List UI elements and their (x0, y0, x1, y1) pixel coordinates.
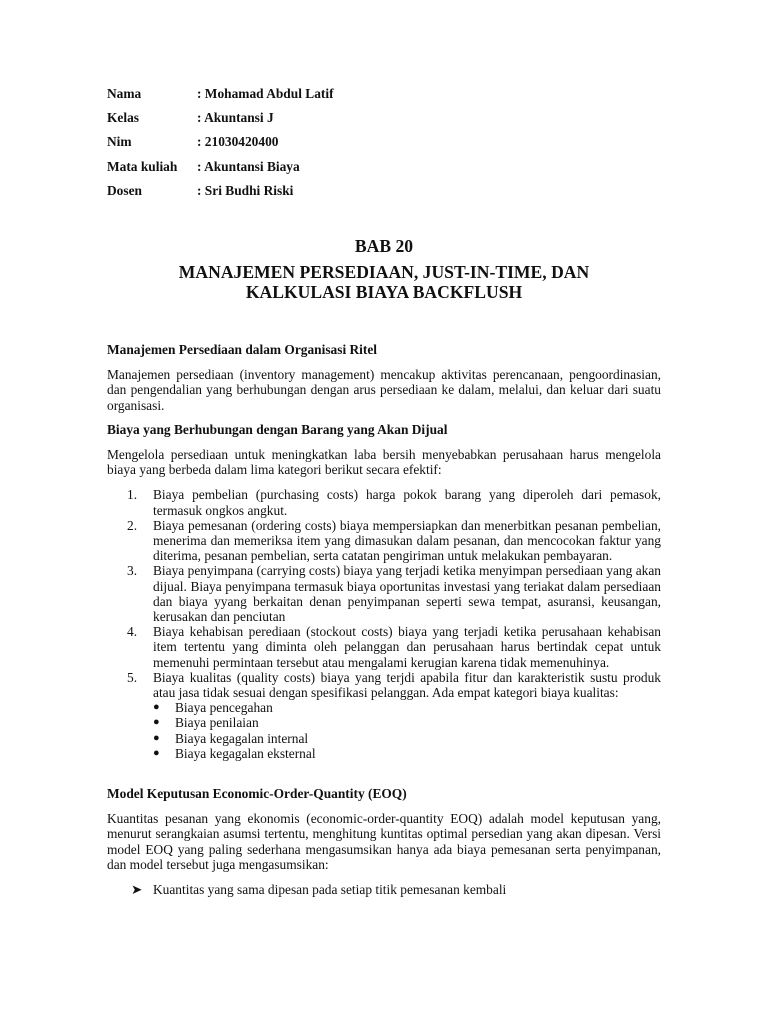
cost-category-list (107, 487, 661, 761)
list-number: 2. (127, 517, 138, 533)
spacer (107, 761, 661, 786)
list-item-text: Biaya kegagalan eksternal (175, 745, 316, 761)
list-number: 1. (127, 487, 138, 503)
list-item (153, 731, 661, 746)
quality-cost-list (153, 700, 661, 761)
list-item-text: Biaya pemesanan (ordering costs) biaya mempersiapkan dan menerbitkan pesanan pembelian, menerima dan memeriksa item yang dimasukan dalam pesanan, dan mencocokan faktur yang diterima, pesanan pembelian, serta catatan pengiriman untuk melakukan pembayaran. (153, 517, 661, 564)
info-row-nim (107, 134, 507, 158)
chapter-title-line: MANAJEMEN PERSEDIAAN, JUST-IN-TIME, DAN (178, 262, 590, 282)
spacer (107, 801, 661, 811)
spacer (107, 872, 661, 882)
student-info (107, 86, 507, 207)
list-item (107, 670, 661, 761)
list-item (107, 518, 661, 564)
list-item-text: Biaya kualitas (quality costs) biaya yang terjdi apabila fitur dan karakteristik sustu produk atau jasa tidak sesuai dengan spesifikasi pelanggan. Ada empat kategori biaya kualitas: (153, 669, 661, 701)
list-item-text: Biaya penyimpana (carrying costs) biaya yang terjadi ketika menyimpan persediaan yang akan dijual. Biaya penyimpana termasuk biaya oportunitas investasi yang teriakat dalam persediaan dan biaya yyang berkaitan denan penyimpanan seperti sewa tempat, asuransi, keusangan, kerusakan dan penciutan (153, 563, 661, 625)
info-label: Dosen (107, 182, 142, 198)
list-item (153, 700, 661, 715)
info-value: : Mohamad Abdul Latif (197, 86, 334, 101)
list-item-text: Kuantitas yang sama dipesan pada setiap titik pemesanan kembali (153, 882, 507, 898)
info-row-mata-kuliah (107, 159, 507, 183)
list-item (131, 882, 661, 897)
section-heading: Model Keputusan Economic-Order-Quantity (EOQ) (107, 786, 407, 802)
info-label: Nama (107, 86, 142, 101)
bullet-icon: ● (153, 716, 160, 729)
info-row-nama (107, 86, 507, 110)
list-number: 3. (127, 563, 138, 579)
list-number: 4. (127, 624, 138, 640)
section-heading: Manajemen Persediaan dalam Organisasi Ritel (107, 342, 378, 357)
info-value: : Akuntansi J (197, 110, 274, 126)
list-item-text: Biaya pencegahan (175, 700, 273, 716)
paragraph: Kuantitas pesanan yang ekonomis (economic-order-quantity EOQ) adalah model keputusan yang, menurut serangkaian asumsi tertentu, menghitung kuntitas optimal persedian yang akan dipesan. Versi model EOQ yang paling sederhana mengasumsikan hanya ada biaya pemesanan serta penyimpanan, dan model tersebut juga mengasumsikan: (107, 811, 661, 872)
list-item (153, 715, 661, 730)
chapter-title (0, 263, 768, 302)
info-label: Kelas (107, 110, 139, 126)
spacer (107, 437, 661, 447)
bullet-icon: ● (153, 746, 160, 759)
chapter-title-line: KALKULASI BIAYA BACKFLUSH (245, 281, 523, 302)
bullet-icon: ● (153, 731, 160, 744)
info-row-dosen (107, 183, 507, 207)
list-item-text: Biaya penilaian (175, 715, 259, 731)
paragraph: Manajemen persediaan (inventory management) mencakup aktivitas perencanaan, pengoordinasian, dan pengendalian yang berhubungan dengan arus persediaan ke dalam, melalui, dan keluar dari suatu organisasi. (107, 367, 661, 413)
section-heading: Biaya yang Berhubungan dengan Barang yang Akan Dijual (107, 421, 448, 437)
paragraph: Mengelola persediaan untuk meningkatkan laba bersih menyebabkan perusahaan harus mengelola biaya yang berbeda dalam lima kategori berikut secara efektif: (107, 447, 661, 478)
chapter-number: BAB 20 (354, 236, 414, 256)
info-row-kelas (107, 110, 507, 134)
list-item-text: Biaya kegagalan internal (175, 730, 309, 746)
list-number: 5. (127, 669, 138, 685)
document-body (107, 342, 661, 897)
info-value: : Akuntansi Biaya (197, 158, 300, 174)
spacer (107, 357, 661, 367)
list-item-text: Biaya kehabisan perediaan (stockout costs) biaya yang terjadi ketika perusahaan kehabisan item tertentu yang diminta oleh pelanggan dan perusahaan harus bertindak cepat untuk memenuhi permintaan tersebut atau mengalami kerugian karena tidak memenuhinya. (153, 624, 661, 670)
spacer (107, 413, 661, 422)
list-item (153, 746, 661, 761)
bullet-icon: ● (153, 701, 160, 714)
arrow-bullet-icon: ➤ (131, 882, 143, 898)
list-item (107, 487, 661, 517)
info-value: : 21030420400 (197, 134, 279, 150)
assumption-list (107, 882, 661, 897)
list-item (107, 563, 661, 624)
list-item-text: Biaya pembelian (purchasing costs) harga pokok barang yang diperoleh dari pemasok, termasuk ongkos angkut. (153, 487, 661, 518)
info-value: : Sri Budhi Riski (197, 182, 294, 198)
list-item (107, 624, 661, 670)
info-label: Mata kuliah (107, 158, 178, 174)
info-label: Nim (107, 134, 132, 150)
spacer (107, 477, 661, 487)
